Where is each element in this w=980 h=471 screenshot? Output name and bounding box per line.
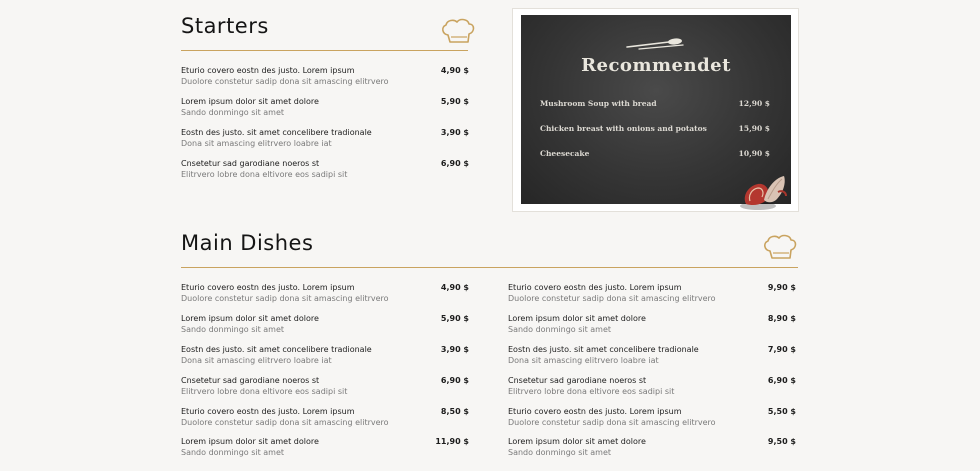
item-description: Sando donmingo sit amet <box>508 325 612 334</box>
item-description: Dona sit amascing elitrvero loabre iat <box>181 139 332 148</box>
item-name: Eturio covero eostn des justo. Lorem ipsum <box>181 283 355 292</box>
item-price: 6,90 $ <box>440 376 469 385</box>
menu-item <box>508 314 796 338</box>
menu-item <box>181 407 469 431</box>
recommended-item-name: Cheesecake <box>540 149 590 158</box>
item-name: Eostn des justo. sit amet concelibere tradionale <box>508 345 699 354</box>
item-description: Elitrvero lobre dona eltivore eos sadipi sit <box>181 170 348 179</box>
item-price: 4,90 $ <box>440 283 469 292</box>
item-name: Eturio covero eostn des justo. Lorem ipsum <box>508 407 682 416</box>
item-description: Dona sit amascing elitrvero loabre iat <box>508 356 659 365</box>
recommended-item-price: 15,90 $ <box>738 124 770 133</box>
item-name: Lorem ipsum dolor sit amet dolore <box>181 314 319 323</box>
recommended-item <box>540 149 770 161</box>
item-name: Lorem ipsum dolor sit amet dolore <box>181 97 319 106</box>
item-price: 8,90 $ <box>767 314 796 323</box>
item-description: Duolore constetur sadip dona sit amascing elitrvero <box>508 418 716 427</box>
menu-item <box>508 376 796 400</box>
item-name: Lorem ipsum dolor sit amet dolore <box>181 437 319 446</box>
item-price: 9,50 $ <box>767 437 796 446</box>
item-description: Duolore constetur sadip dona sit amascing elitrvero <box>181 77 389 86</box>
item-price: 5,90 $ <box>440 314 469 323</box>
item-name: Cnsetetur sad garodiane noeros st <box>181 159 320 168</box>
item-description: Sando donmingo sit amet <box>508 448 612 457</box>
item-name: Cnsetetur sad garodiane noeros st <box>508 376 647 385</box>
item-description: Elitrvero lobre dona eltivore eos sadipi sit <box>508 387 675 396</box>
item-name: Cnsetetur sad garodiane noeros st <box>181 376 320 385</box>
item-price: 6,90 $ <box>767 376 796 385</box>
item-name: Eturio covero eostn des justo. Lorem ipsum <box>181 407 355 416</box>
recommended-item-name: Chicken breast with onions and potatos <box>540 124 707 133</box>
recommended-item <box>540 99 770 111</box>
item-name: Lorem ipsum dolor sit amet dolore <box>508 314 646 323</box>
item-name: Eturio covero eostn des justo. Lorem ipsum <box>181 66 355 75</box>
recommendation-title: Recommendet <box>581 55 731 76</box>
chef-hat-icon <box>762 234 798 260</box>
menu-item <box>181 159 469 183</box>
item-price: 6,90 $ <box>440 159 469 168</box>
item-description: Duolore constetur sadip dona sit amascing elitrvero <box>508 294 716 303</box>
item-description: Sando donmingo sit amet <box>181 108 285 117</box>
main-dishes-divider <box>181 267 798 268</box>
recommended-item-price: 10,90 $ <box>738 149 770 158</box>
menu-item <box>181 314 469 338</box>
item-price: 8,50 $ <box>440 407 469 416</box>
item-price: 4,90 $ <box>440 66 469 75</box>
recommended-item <box>540 124 770 136</box>
garlic-image <box>736 170 792 214</box>
item-description: Duolore constetur sadip dona sit amascing elitrvero <box>181 294 389 303</box>
item-name: Lorem ipsum dolor sit amet dolore <box>508 437 646 446</box>
menu-item <box>181 376 469 400</box>
utensils-icon <box>625 37 687 51</box>
item-name: Eostn des justo. sit amet concelibere tradionale <box>181 345 372 354</box>
item-price: 5,90 $ <box>440 97 469 106</box>
item-description: Duolore constetur sadip dona sit amascing elitrvero <box>181 418 389 427</box>
recommended-item-price: 12,90 $ <box>738 99 770 108</box>
menu-item <box>181 283 469 307</box>
main-dishes-title: Main Dishes <box>181 231 314 255</box>
item-price: 7,90 $ <box>767 345 796 354</box>
menu-item <box>181 345 469 369</box>
item-description: Sando donmingo sit amet <box>181 448 285 457</box>
recommended-item-name: Mushroom Soup with bread <box>540 99 657 108</box>
menu-item <box>181 97 469 121</box>
item-price: 3,90 $ <box>440 345 469 354</box>
item-description: Dona sit amascing elitrvero loabre iat <box>181 356 332 365</box>
chef-hat-icon <box>440 18 476 44</box>
item-name: Eturio covero eostn des justo. Lorem ipsum <box>508 283 682 292</box>
starters-title: Starters <box>181 14 269 38</box>
item-name: Eostn des justo. sit amet concelibere tradionale <box>181 128 372 137</box>
item-description: Sando donmingo sit amet <box>181 325 285 334</box>
item-price: 9,90 $ <box>767 283 796 292</box>
menu-item <box>508 407 796 431</box>
item-description: Elitrvero lobre dona eltivore eos sadipi sit <box>181 387 348 396</box>
menu-item <box>181 66 469 90</box>
item-price: 11,90 $ <box>435 437 469 446</box>
starters-divider <box>181 50 468 51</box>
menu-item <box>181 128 469 152</box>
menu-item <box>508 345 796 369</box>
item-price: 5,50 $ <box>767 407 796 416</box>
menu-item <box>181 437 469 461</box>
menu-item <box>508 283 796 307</box>
item-price: 3,90 $ <box>440 128 469 137</box>
menu-item <box>508 437 796 461</box>
